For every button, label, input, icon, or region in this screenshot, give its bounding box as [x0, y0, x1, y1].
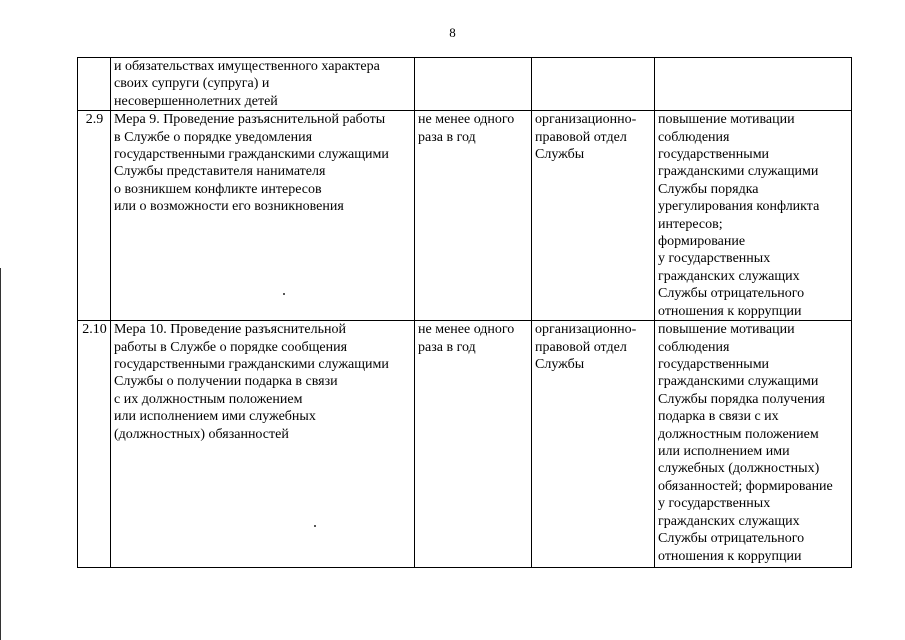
measure-cell: и обязательствах имущественного характера своих супруги (супруга) и несовершеннолетних детей: [111, 58, 415, 111]
row-number-cell: 2.9: [78, 111, 111, 321]
period-cell: [415, 58, 532, 111]
executor-cell: организационно- правовой отдел Службы: [532, 111, 655, 321]
executor-cell: организационно- правовой отдел Службы: [532, 321, 655, 568]
measure-cell: Мера 9. Проведение разъяснительной работы в Службе о порядке уведомления государственными гражданскими служащими Службы представителя нанимателя о возникшем конфликте интересов или о возможности его возникновения: [111, 111, 415, 321]
measure-cell: Мера 10. Проведение разъяснительной работы в Службе о порядке сообщения государственными гражданскими служащими Службы о получении подарка в связи с их должностным положением или исполнением ими служебных (должностных) обязанностей: [111, 321, 415, 568]
page-number: 8: [449, 25, 456, 40]
scan-margin-line: [0, 268, 1, 640]
scan-speck: [314, 525, 316, 527]
table-row: [78, 111, 852, 321]
result-cell: [655, 58, 852, 111]
period-cell: не менее одного раза в год: [415, 111, 532, 321]
table-row: [78, 58, 852, 111]
period-cell: не менее одного раза в год: [415, 321, 532, 568]
executor-cell: [532, 58, 655, 111]
result-cell: повышение мотивации соблюдения государственными гражданскими служащими Службы порядка урегулирования конфликта интересов; формирование у государственных гражданских служащих Службы отрицательного отношения к коррупции: [655, 111, 852, 321]
row-number-cell: 2.10: [78, 321, 111, 568]
row-number-cell: [78, 58, 111, 111]
scan-speck: [283, 293, 285, 295]
table-row: [78, 321, 852, 568]
measures-table: [77, 57, 852, 568]
result-cell: повышение мотивации соблюдения государственными гражданскими служащими Службы порядка получения подарка в связи с их должностным положением или исполнением ими служебных (должностных) обязанностей; формирование у государственных гражданских служащих Службы отрицательного отношения к коррупции: [655, 321, 852, 568]
